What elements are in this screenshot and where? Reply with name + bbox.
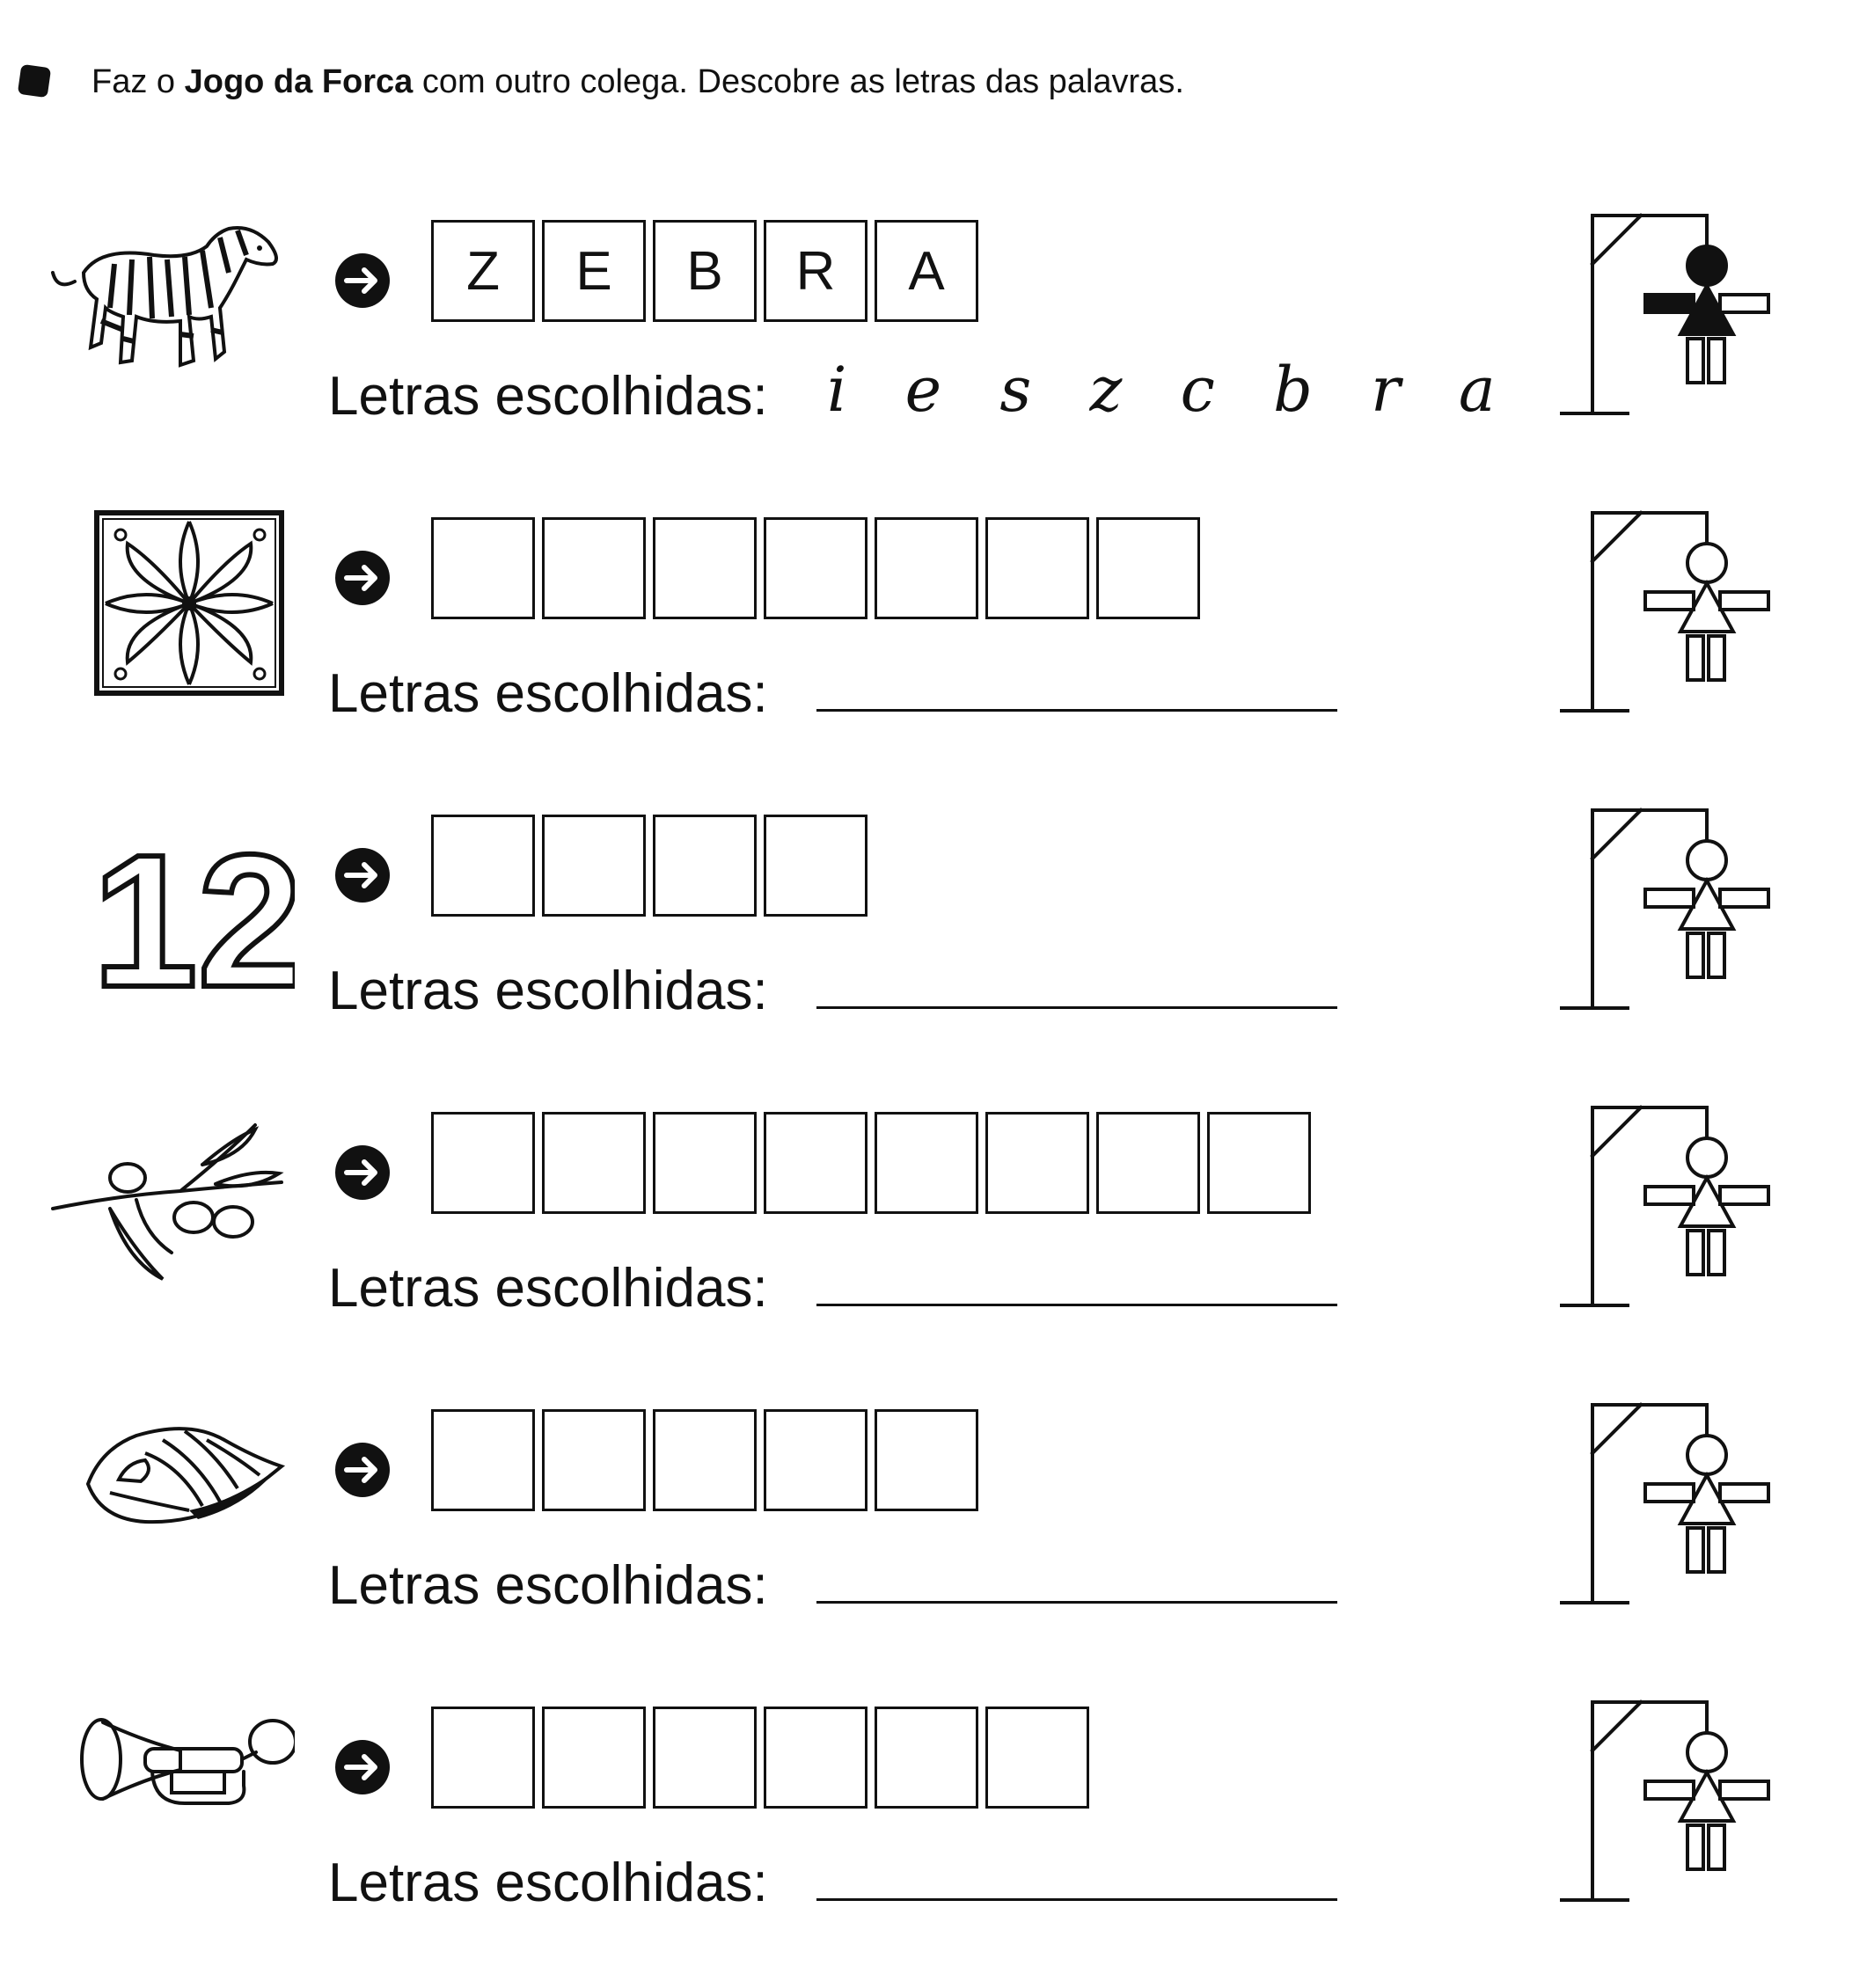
hangman-gallows <box>1557 508 1804 720</box>
hangman-left-leg <box>1687 1528 1703 1572</box>
letter-box[interactable] <box>875 517 978 619</box>
letter-box[interactable] <box>653 1707 757 1809</box>
seashell-picture <box>48 1400 295 1612</box>
hangman-head <box>1687 246 1726 285</box>
letter-box[interactable] <box>764 1707 867 1809</box>
arrow-right-icon <box>334 252 391 309</box>
letter-box[interactable] <box>1096 1112 1200 1214</box>
letter-boxes <box>431 1112 1318 1217</box>
hangman-left-leg <box>1687 636 1703 680</box>
arrow-right-icon <box>334 1442 391 1498</box>
hangman-right-leg <box>1709 339 1724 383</box>
hangman-left-arm <box>1645 1484 1694 1502</box>
horn-picture <box>48 1698 295 1909</box>
hangman-right-leg <box>1709 1528 1724 1572</box>
hangman-gallows <box>1557 1698 1804 1909</box>
instruction-suffix: com outro colega. Descobre as letras das palavras. <box>413 63 1184 100</box>
number-12-text: 12 <box>92 815 295 1017</box>
chosen-letters-input-line[interactable] <box>816 1601 1337 1604</box>
letter-box[interactable] <box>875 1707 978 1809</box>
chosen-letters-label: Letras escolhidas: <box>328 961 768 1021</box>
hangman-left-leg <box>1687 1231 1703 1275</box>
letter-boxes <box>431 517 1207 623</box>
chosen-letters-input-line[interactable] <box>816 1898 1337 1901</box>
hangman-right-leg <box>1709 636 1724 680</box>
hangman-gallows <box>1557 211 1804 422</box>
letter-box[interactable] <box>431 1112 535 1214</box>
chosen-letters-input-line[interactable] <box>816 709 1337 712</box>
exercise-row <box>0 1698 1874 1988</box>
hangman-head <box>1687 841 1726 880</box>
letter-box[interactable] <box>764 517 867 619</box>
hangman-right-arm <box>1720 1484 1768 1502</box>
letter-box[interactable]: R <box>764 220 867 322</box>
number-12-picture <box>48 806 295 1017</box>
letter-box[interactable] <box>542 517 646 619</box>
letter-box[interactable] <box>1096 517 1200 619</box>
letter-box[interactable] <box>431 1409 535 1511</box>
letter-boxes <box>431 1707 1096 1812</box>
chosen-letters-label: Letras escolhidas: <box>328 663 768 724</box>
letter-box[interactable] <box>1207 1112 1311 1214</box>
hangman-left-leg <box>1687 339 1703 383</box>
chosen-letters-input-line[interactable] <box>816 1304 1337 1306</box>
arrow-right-icon <box>334 550 391 606</box>
hangman-right-leg <box>1709 1825 1724 1869</box>
hangman-left-arm <box>1645 592 1694 610</box>
hangman-left-arm <box>1645 1781 1694 1799</box>
olive-branch-picture <box>48 1103 295 1314</box>
letter-box[interactable] <box>875 1409 978 1511</box>
letter-boxes <box>431 220 985 325</box>
hangman-left-arm <box>1645 889 1694 907</box>
letter-box[interactable] <box>875 1112 978 1214</box>
letter-box[interactable]: E <box>542 220 646 322</box>
hangman-right-leg <box>1709 1231 1724 1275</box>
hangman-left-leg <box>1687 1825 1703 1869</box>
hangman-head <box>1687 1138 1726 1177</box>
hangman-gallows <box>1557 806 1804 1017</box>
hangman-right-leg <box>1709 933 1724 977</box>
hangman-head <box>1687 544 1726 582</box>
letter-box[interactable] <box>653 517 757 619</box>
letter-box[interactable] <box>542 1707 646 1809</box>
exercise-row <box>0 211 1874 501</box>
letter-box[interactable] <box>431 517 535 619</box>
hangman-left-arm <box>1645 295 1694 312</box>
letter-box[interactable] <box>653 1112 757 1214</box>
zebra-picture <box>48 211 295 422</box>
letter-boxes <box>431 815 875 920</box>
hangman-right-arm <box>1720 592 1768 610</box>
hangman-left-leg <box>1687 933 1703 977</box>
letter-box[interactable] <box>542 1112 646 1214</box>
chosen-letters-value: i e s z c b r a <box>827 354 1515 426</box>
instruction-bold: Jogo da Forca <box>184 63 414 100</box>
instruction <box>19 63 1184 101</box>
hangman-gallows <box>1557 1400 1804 1612</box>
hangman-right-arm <box>1720 295 1768 312</box>
letter-box[interactable] <box>764 1112 867 1214</box>
exercise-row <box>0 508 1874 799</box>
letter-box[interactable] <box>431 1707 535 1809</box>
letter-box[interactable] <box>985 1112 1089 1214</box>
letter-box[interactable] <box>985 517 1089 619</box>
hangman-head <box>1687 1733 1726 1772</box>
chosen-letters-label: Letras escolhidas: <box>328 366 768 427</box>
letter-box[interactable] <box>542 1409 646 1511</box>
bullet-icon <box>18 64 51 98</box>
exercise-row <box>0 1400 1874 1691</box>
letter-box[interactable] <box>764 1409 867 1511</box>
hangman-head <box>1687 1436 1726 1474</box>
exercise-row <box>0 1103 1874 1393</box>
letter-box[interactable] <box>431 815 535 917</box>
chosen-letters-label: Letras escolhidas: <box>328 1853 768 1913</box>
hangman-gallows <box>1557 1103 1804 1314</box>
chosen-letters-label: Letras escolhidas: <box>328 1555 768 1616</box>
letter-box[interactable] <box>542 815 646 917</box>
instruction-prefix: Faz o <box>92 63 185 100</box>
hangman-right-arm <box>1720 1781 1768 1799</box>
chosen-letters-label: Letras escolhidas: <box>328 1258 768 1319</box>
letter-box[interactable]: B <box>653 220 757 322</box>
letter-box[interactable] <box>985 1707 1089 1809</box>
arrow-right-icon <box>334 847 391 903</box>
arrow-right-icon <box>334 1739 391 1795</box>
hangman-right-arm <box>1720 1187 1768 1204</box>
hangman-right-arm <box>1720 889 1768 907</box>
letter-box[interactable]: A <box>875 220 978 322</box>
letter-box[interactable] <box>764 815 867 917</box>
letter-boxes <box>431 1409 985 1515</box>
letter-box[interactable] <box>653 815 757 917</box>
letter-box[interactable] <box>653 1409 757 1511</box>
chosen-letters-input-line[interactable] <box>816 1006 1337 1009</box>
tile-picture <box>48 508 295 720</box>
hangman-left-arm <box>1645 1187 1694 1204</box>
arrow-right-icon <box>334 1144 391 1201</box>
letter-box[interactable]: Z <box>431 220 535 322</box>
exercise-row <box>0 806 1874 1096</box>
